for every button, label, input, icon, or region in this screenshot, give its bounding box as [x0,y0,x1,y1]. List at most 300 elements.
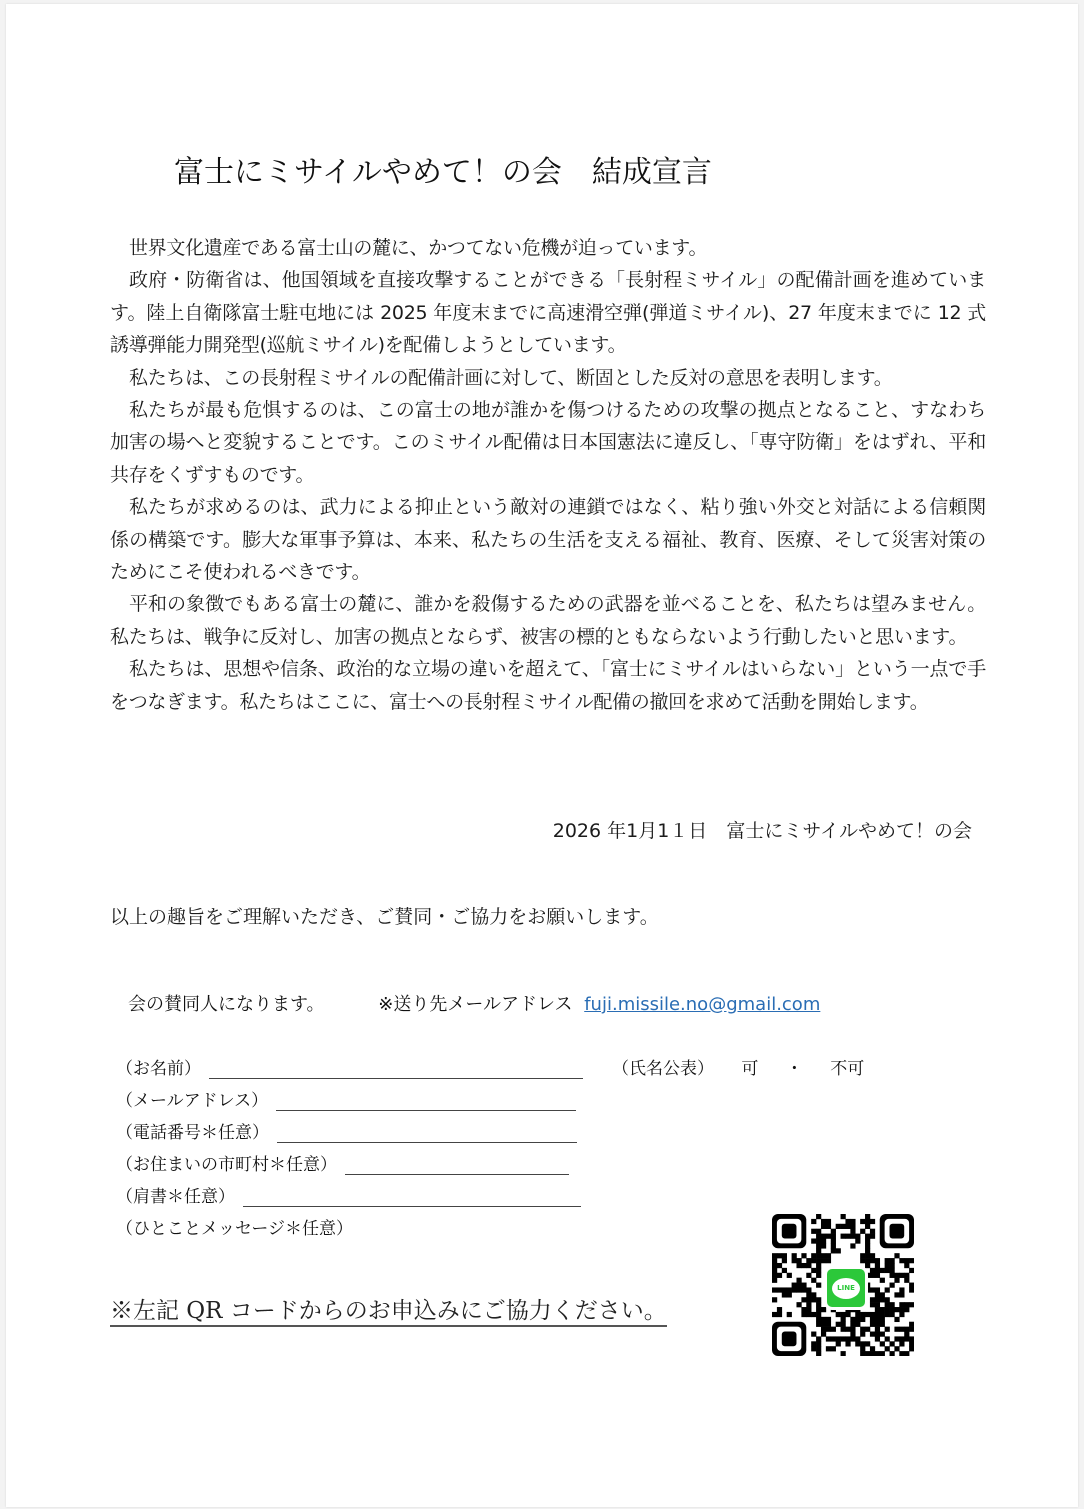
qr-module [806,1312,811,1317]
qr-module [811,1346,816,1351]
qr-module [841,1224,846,1229]
qr-module [816,1253,821,1258]
qr-module [890,1307,895,1312]
qr-module [782,1253,787,1258]
qr-module [880,1268,885,1273]
qr-module [836,1224,841,1229]
field-label: （お名前） [116,1059,201,1079]
qr-module [841,1312,846,1317]
qr-module [806,1258,811,1263]
qr-module [850,1243,855,1248]
qr-module [816,1243,821,1248]
qr-module [826,1336,831,1341]
qr-module [875,1292,880,1297]
qr-module [890,1351,895,1356]
qr-module [894,1292,899,1297]
qr-module [885,1297,890,1302]
line-logo-icon [824,1266,868,1310]
qr-module [841,1351,846,1356]
qr-module [801,1307,806,1312]
qr-module [845,1312,850,1317]
qr-module [850,1332,855,1337]
qr-module [875,1268,880,1273]
qr-module [782,1292,787,1297]
qr-module [865,1224,870,1229]
qr-module [806,1273,811,1278]
qr-finder-pattern [772,1322,806,1356]
qr-module [860,1229,865,1234]
qr-module [841,1317,846,1322]
qr-module [890,1273,895,1278]
qr-module [890,1302,895,1307]
qr-module [801,1283,806,1288]
qr-module [821,1317,826,1322]
qr-module [816,1322,821,1327]
qr-module [899,1273,904,1278]
qr-module [816,1302,821,1307]
qr-finder-pattern [880,1214,914,1248]
qr-module [850,1224,855,1229]
qr-module [777,1307,782,1312]
qr-module [792,1258,797,1263]
qr-module [880,1312,885,1317]
qr-module [816,1229,821,1234]
qr-module [875,1351,880,1356]
qr-module [850,1327,855,1332]
qr-module [806,1263,811,1268]
qr-module [826,1234,831,1239]
qr-module [831,1243,836,1248]
qr-module [850,1317,855,1322]
qr-module [870,1346,875,1351]
qr-module [811,1253,816,1258]
qr-module [821,1307,826,1312]
qr-module [855,1234,860,1239]
qr-module [792,1283,797,1288]
qr-module [787,1273,792,1278]
qr-module [836,1312,841,1317]
disclosure-no[interactable]: 不可 [830,1059,865,1079]
qr-module [865,1243,870,1248]
city-field[interactable] [116,1150,569,1175]
qr-module [909,1336,914,1341]
qr-module [845,1336,850,1341]
field-label: （肩書＊任意） [116,1187,235,1207]
qr-module [841,1322,846,1327]
qr-module [909,1268,914,1273]
qr-module [899,1307,904,1312]
qr-module [806,1297,811,1302]
qr-module [816,1312,821,1317]
qr-module [816,1263,821,1268]
paragraph: 世界文化遺産である富士山の麓に、かつてない危機が迫っています。 [129,237,708,259]
qr-module [865,1219,870,1224]
qr-module [826,1224,831,1229]
qr-module [831,1238,836,1243]
qr-module [899,1287,904,1292]
qr-module [894,1307,899,1312]
qr-module [875,1336,880,1341]
qr-module [855,1312,860,1317]
disclosure-yes[interactable]: 可 [741,1059,759,1079]
qr-module [885,1302,890,1307]
qr-module [904,1307,909,1312]
qr-finder-pattern [772,1214,806,1248]
qr-module [885,1346,890,1351]
qr-module [860,1317,865,1322]
qr-module [816,1283,821,1288]
qr-module [865,1351,870,1356]
qr-module [850,1219,855,1224]
qr-module [816,1297,821,1302]
qr-module [870,1253,875,1258]
qr-module [816,1317,821,1322]
paragraph: 私たちが最も危惧するのは、この富士の地が誰かを傷つけるための攻撃の拠点となること、すなわち加害の場へと変貌することです。このミサイル配備は日本国憲法に違反し、「専守防衛」をはずれ、平和共存をくずすものです。 [110,399,986,486]
qr-module [816,1248,821,1253]
qr-module [880,1322,885,1327]
qr-module [826,1327,831,1332]
qr-module [772,1297,777,1302]
qr-module [821,1238,826,1243]
qr-module [899,1341,904,1346]
qr-module [880,1351,885,1356]
qr-module [777,1263,782,1268]
qr-module [904,1258,909,1263]
qr-module [845,1219,850,1224]
qr-module [890,1312,895,1317]
qr-module [845,1234,850,1239]
supporter-heading: 会の賛同人になります。 [128,994,325,1015]
qr-module [885,1336,890,1341]
qr-module [836,1322,841,1327]
qr-module [899,1312,904,1317]
qr-module [909,1287,914,1292]
qr-module [782,1258,787,1263]
page-title: 富士にミサイルやめて！の会 結成宣言 [174,155,712,190]
qr-module [821,1258,826,1263]
qr-module [899,1336,904,1341]
qr-module [826,1219,831,1224]
qr-module [850,1234,855,1239]
qr-module [796,1287,801,1292]
qr-module [806,1302,811,1307]
qr-module [885,1263,890,1268]
qr-module [772,1263,777,1268]
qr-module [816,1336,821,1341]
qr-module [836,1341,841,1346]
qr-module [870,1312,875,1317]
qr-module [801,1297,806,1302]
qr-module [836,1336,841,1341]
paragraph: 私たちが求めるのは、武力による抑止という敵対の連鎖ではなく、粘り強い外交と対話による信頼関係の構築です。膨大な軍事予算は、本来、私たちの生活を支える福祉、教育、医療、そして災害対策のためにこそ使われるべきです。 [110,496,986,584]
qr-module [811,1268,816,1273]
qr-module [860,1258,865,1263]
qr-module [860,1253,865,1258]
qr-module [875,1302,880,1307]
qr-module [811,1219,816,1224]
qr-module [821,1332,826,1337]
name-disclosure [612,1054,864,1079]
qr-module [870,1297,875,1302]
phone-input-line[interactable] [277,1124,577,1143]
qr-module [816,1268,821,1273]
qr-module [826,1253,831,1258]
qr-module [816,1258,821,1263]
qr-module [821,1224,826,1229]
qr-module [816,1341,821,1346]
qr-module [904,1327,909,1332]
city-input-line[interactable] [345,1156,569,1175]
email-link[interactable]: fuji.missile.no@gmail.com [584,994,821,1015]
name-field[interactable] [116,1054,583,1079]
qr-module [870,1258,875,1263]
qr-module [850,1322,855,1327]
qr-module [875,1327,880,1332]
qr-module [875,1297,880,1302]
qr-module [772,1258,777,1263]
qr-module [909,1346,914,1351]
message-field[interactable] [116,1214,353,1239]
qr-module [890,1268,895,1273]
qr-module [821,1243,826,1248]
qr-module [782,1287,787,1292]
qr-module [909,1327,914,1332]
qr-module [850,1336,855,1341]
paragraph: 私たちは、思想や信条、政治的な立場の違いを超えて、「富士にミサイルはいらない」という一点で手をつなぎます。私たちはここに、富士への長射程ミサイル配備の撤回を求めて活動を開始します。 [110,658,986,713]
qr-module [831,1234,836,1239]
qr-module [772,1278,777,1283]
qr-module [890,1263,895,1268]
qr-module [870,1229,875,1234]
send-address-label: ※送り先メールアドレス [378,994,573,1015]
qr-module [894,1327,899,1332]
qr-module [860,1327,865,1332]
qr-module [816,1273,821,1278]
qr-module [865,1263,870,1268]
qr-module [865,1238,870,1243]
qr-module [870,1287,875,1292]
qr-module [865,1234,870,1239]
qr-module [855,1317,860,1322]
qr-module [811,1258,816,1263]
qr-module [870,1317,875,1322]
line-qr-code[interactable] [772,1214,914,1356]
paragraph: 私たちは、この長射程ミサイルの配備計画に対して、断固とした反対の意思を表明します。 [129,366,893,389]
qr-module [855,1238,860,1243]
qr-module [801,1287,806,1292]
qr-module [836,1248,841,1253]
qr-module [831,1229,836,1234]
qr-module [801,1263,806,1268]
qr-module [860,1312,865,1317]
qr-module [904,1332,909,1337]
qr-module [909,1283,914,1288]
qr-module [875,1312,880,1317]
phone-field[interactable] [116,1118,577,1143]
qr-module [841,1336,846,1341]
qr-module [909,1322,914,1327]
declaration-body [110,232,986,718]
qr-module [875,1307,880,1312]
qr-module [841,1327,846,1332]
qr-module [826,1317,831,1322]
qr-module [865,1258,870,1263]
qr-module [865,1341,870,1346]
qr-module [855,1336,860,1341]
qr-module [894,1336,899,1341]
qr-module [845,1341,850,1346]
qr-module [909,1302,914,1307]
qr-module [782,1268,787,1273]
signature-date: 2026 年1月1１日 [552,820,708,842]
qr-module [880,1341,885,1346]
qr-module [880,1278,885,1283]
qr-module [885,1327,890,1332]
qr-module [880,1317,885,1322]
qr-module [899,1292,904,1297]
qr-module [880,1307,885,1312]
qr-module [899,1351,904,1356]
qr-module [894,1273,899,1278]
qr-module [796,1302,801,1307]
qr-module [831,1248,836,1253]
qr-module [811,1312,816,1317]
qr-module [831,1327,836,1332]
qr-module [821,1327,826,1332]
qr-module [821,1219,826,1224]
qr-module [855,1322,860,1327]
qr-module [787,1312,792,1317]
qr-module [821,1234,826,1239]
qr-module [875,1287,880,1292]
qr-module [806,1292,811,1297]
qr-module [894,1346,899,1351]
qr-module [796,1283,801,1288]
qr-module [811,1238,816,1243]
qr-module [831,1346,836,1351]
qr-module [801,1312,806,1317]
qr-module [796,1263,801,1268]
qr-module [870,1234,875,1239]
qr-module [909,1341,914,1346]
qr-module [787,1287,792,1292]
qr-module [772,1287,777,1292]
qr-module [787,1292,792,1297]
qr-module [885,1307,890,1312]
document-page [6,4,1078,1507]
qr-module [772,1273,777,1278]
qr-module [890,1258,895,1263]
qr-module [865,1248,870,1253]
qr-module [870,1322,875,1327]
paragraph: 平和の象徴でもある富士の麓に、誰かを殺傷するための武器を並べることを、私たちは望みません。私たちは、戦争に反対し、加害の拠点とならず、被害の標的ともならないよう行動したいと思います。 [110,593,986,648]
qr-module [880,1292,885,1297]
qr-module [772,1253,777,1258]
supporter-row [128,990,820,1016]
qr-module [880,1297,885,1302]
paragraph: 政府・防衛省は、他国領域を直接攻撃することができる「長射程ミサイル」の配備計画を進めています。陸上自衛隊富士駐屯地には 2025 年度末までに高速滑空弾(弾道ミサイル)、27 年度末までに 12 式誘導弾能力開発型(巡航ミサイル)を配備しようとしています。 [110,269,986,357]
qr-module [885,1287,890,1292]
qr-module [875,1263,880,1268]
qr-module [894,1278,899,1283]
qr-module [860,1351,865,1356]
qr-module [865,1253,870,1258]
qr-module [772,1268,777,1273]
qr-module [811,1229,816,1234]
line-logo-text: LINE [832,1278,860,1299]
qr-module [811,1278,816,1283]
qr-module [860,1219,865,1224]
signature-line [553,816,972,843]
qr-module [904,1351,909,1356]
qr-module [875,1273,880,1278]
disclosure-separator: ・ [785,1059,803,1079]
qr-module [870,1219,875,1224]
qr-module [880,1332,885,1337]
qr-module [796,1258,801,1263]
qr-module [865,1327,870,1332]
qr-module [860,1341,865,1346]
name-input-line[interactable] [209,1060,583,1079]
email-input-line[interactable] [276,1092,576,1111]
qr-module [875,1322,880,1327]
qr-module [899,1327,904,1332]
qr-module [894,1317,899,1322]
qr-module [904,1263,909,1268]
qr-module [860,1346,865,1351]
qr-module [816,1214,821,1219]
qr-module [845,1224,850,1229]
qr-module [870,1351,875,1356]
title-input-line[interactable] [243,1188,581,1207]
qr-module [904,1336,909,1341]
qr-module [845,1327,850,1332]
qr-module [801,1253,806,1258]
qr-module [870,1268,875,1273]
qr-module [904,1278,909,1283]
qr-module [826,1258,831,1263]
qr-module [811,1341,816,1346]
qr-module [875,1258,880,1263]
qr-module [816,1346,821,1351]
qr-module [792,1287,797,1292]
qr-module [816,1307,821,1312]
signature-org: 富士にミサイルやめて！の会 [726,820,972,842]
qr-module [777,1312,782,1317]
qr-module [909,1258,914,1263]
qr-module [885,1268,890,1273]
qr-module [777,1253,782,1258]
qr-module [865,1312,870,1317]
qr-module [870,1273,875,1278]
qr-module [860,1332,865,1337]
qr-module [904,1273,909,1278]
title-field[interactable] [116,1182,581,1207]
qr-module [816,1238,821,1243]
qr-module [777,1273,782,1278]
qr-module [816,1234,821,1239]
field-label: （ひとことメッセージ＊任意） [116,1219,353,1239]
qr-module [831,1336,836,1341]
qr-module [875,1332,880,1337]
email-field[interactable] [116,1086,576,1111]
qr-module [826,1322,831,1327]
qr-module [811,1297,816,1302]
qr-module [811,1292,816,1297]
qr-module [806,1307,811,1312]
qr-module [865,1214,870,1219]
field-label: （メールアドレス） [116,1091,269,1111]
